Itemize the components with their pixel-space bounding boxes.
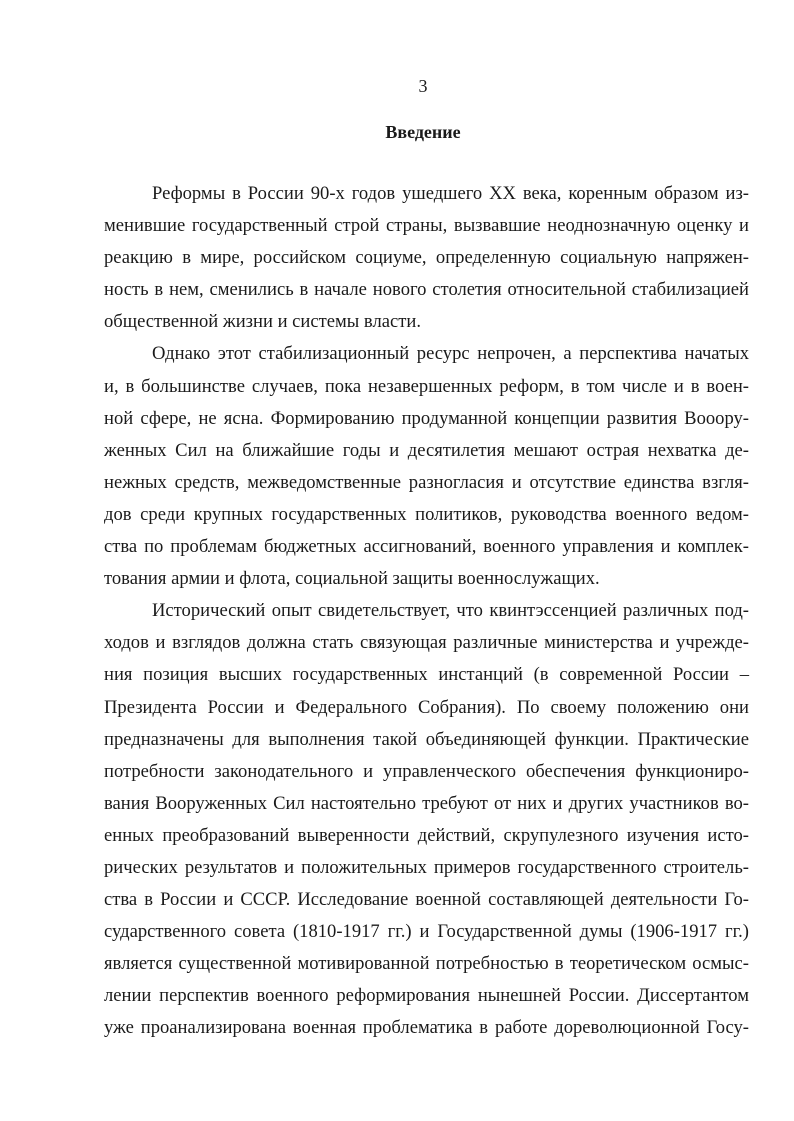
text-line: ной сфере, не ясна. Формированию продуманной концепции развития Вооору- [104, 407, 749, 429]
text-line: реакцию в мире, российском социуме, определенную социальную напряжен- [104, 247, 749, 269]
text-line: предназначены для выполнения такой объединяющей функции. Практические [104, 728, 749, 750]
text-line: тования армии и флота, социальной защиты военнослужащих. [104, 568, 600, 590]
text-line: сударственного совета (1810-1917 гг.) и Государственной думы (1906-1917 гг.) [104, 921, 749, 943]
text-line: Однако этот стабилизационный ресурс непрочен, а перспектива начатых [152, 343, 749, 365]
text-line: женных Сил на ближайшие годы и десятилетия мешают острая нехватка де- [104, 439, 749, 461]
text-line: лении перспектив военного реформирования нынешней России. Диссертантом [104, 985, 749, 1007]
text-line: рических результатов и положительных примеров государственного строитель- [104, 856, 749, 878]
text-line: ства по проблемам бюджетных ассигнований, военного управления и комплек- [104, 536, 749, 558]
text-line: является существенной мотивированной потребностью в теоретическом осмыс- [104, 953, 749, 975]
text-line: Исторический опыт свидетельствует, что квинтэссенцией различных под- [152, 600, 749, 622]
page-title: Введение [385, 122, 461, 142]
text-line: уже проанализирована военная проблематика в работе дореволюционной Госу- [104, 1017, 749, 1039]
text-line: менившие государственный строй страны, вызвавшие неоднозначную оценку и [104, 215, 749, 237]
text-line: Реформы в России 90-х годов ушедшего XX века, коренным образом из- [152, 183, 749, 204]
text-line: нежных средств, межведомственные разногласия и отсутствие единства взгля- [104, 471, 749, 493]
text-line: вания Вооруженных Сил настоятельно требуют от них и других участников во- [104, 792, 749, 814]
text-line: ния позиция высших государственных инстанций (в современной России – [104, 664, 749, 686]
page-number: 3 [418, 76, 428, 96]
body-text [104, 178, 749, 1045]
text-line: общественной жизни и системы власти. [104, 311, 421, 333]
text-line: ства в России и СССР. Исследование военной составляющей деятельности Го- [104, 889, 749, 911]
text-line: енных преобразований выверенности действий, скрупулезного изучения исто- [104, 824, 749, 846]
text-line: потребности законодательного и управленческого обеспечения функциониро- [104, 760, 749, 782]
text-line: ходов и взглядов должна стать связующая различные министерства и учрежде- [104, 632, 749, 654]
text-line: Президента России и Федерального Собрания). По своему положению они [104, 696, 749, 718]
text-line: и, в большинстве случаев, пока незавершенных реформ, в том числе и в воен- [104, 375, 749, 397]
text-line: ность в нем, сменились в начале нового столетия относительной стабилизацией [104, 279, 749, 301]
text-line: дов среди крупных государственных политиков, руководства военного ведом- [104, 503, 749, 525]
